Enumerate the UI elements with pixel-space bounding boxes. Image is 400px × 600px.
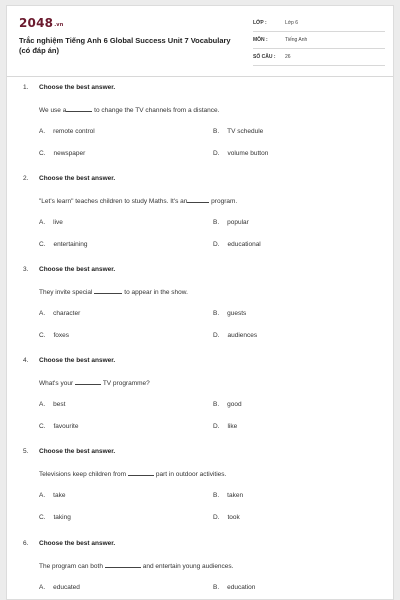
- option-letter: A.: [39, 401, 46, 408]
- option-text: foxes: [53, 332, 70, 339]
- meta-key: MÔN :: [253, 37, 268, 43]
- logo-domain-text: .vn: [54, 22, 64, 28]
- stem-after: TV programme?: [101, 380, 150, 387]
- option-b[interactable]: [213, 584, 255, 591]
- question-number: 4.: [23, 357, 29, 364]
- meta-row-subject: [253, 34, 385, 49]
- option-letter: D.: [213, 150, 220, 157]
- option-c[interactable]: [39, 423, 78, 430]
- question-stem: [39, 561, 233, 570]
- option-letter: C.: [39, 332, 46, 339]
- option-text: education: [227, 584, 256, 591]
- option-letter: C.: [39, 514, 46, 521]
- option-a[interactable]: [39, 219, 63, 226]
- option-c[interactable]: [39, 241, 87, 248]
- stem-before: They invite special: [39, 289, 93, 296]
- meta-key: LỚP :: [253, 20, 267, 26]
- question-stem: [39, 105, 219, 114]
- option-text: TV schedule: [227, 128, 264, 135]
- worksheet-page: [6, 5, 394, 600]
- question-stem: [39, 378, 150, 387]
- question-stem: [39, 287, 188, 296]
- option-d[interactable]: [213, 332, 257, 339]
- option-text: like: [227, 423, 238, 430]
- logo-main-text: 2048: [19, 16, 54, 30]
- option-letter: B.: [213, 128, 220, 135]
- option-text: live: [53, 219, 63, 226]
- option-letter: C.: [39, 150, 46, 157]
- stem-after: program.: [209, 198, 238, 205]
- option-c[interactable]: [39, 514, 71, 521]
- option-text: newspaper: [53, 150, 86, 157]
- worksheet-title: Trắc nghiệm Tiếng Anh 6 Global Success Unit 7 Vocabulary (có đáp án): [19, 36, 231, 55]
- option-c[interactable]: [39, 150, 85, 157]
- stem-after: to appear in the show.: [122, 289, 188, 296]
- option-a[interactable]: [39, 310, 80, 317]
- option-text: remote control: [53, 128, 95, 135]
- question-stem: [39, 196, 237, 205]
- question-prompt: Choose the best answer.: [39, 540, 116, 547]
- worksheet-header: [7, 6, 393, 70]
- question-prompt: Choose the best answer.: [39, 84, 116, 91]
- meta-row-class: [253, 17, 385, 32]
- option-letter: A.: [39, 584, 46, 591]
- option-b[interactable]: [213, 128, 263, 135]
- option-text: volume button: [227, 150, 269, 157]
- stem-before: We use a: [39, 107, 67, 114]
- option-letter: A.: [39, 128, 46, 135]
- question-number: 1.: [23, 84, 29, 91]
- option-letter: B.: [213, 584, 220, 591]
- answer-blank: [187, 196, 209, 203]
- option-text: taking: [53, 514, 71, 521]
- question-prompt: Choose the best answer.: [39, 175, 116, 182]
- option-a[interactable]: [39, 492, 65, 499]
- option-text: entertaining: [53, 241, 88, 248]
- meta-key: SỐ CÂU :: [253, 54, 276, 60]
- meta-row-question-count: [253, 51, 385, 66]
- stem-before: "Let's learn" teaches children to study Maths. It's an: [39, 198, 188, 205]
- stem-before: Televisions keep children from: [39, 471, 127, 478]
- option-text: favourite: [53, 423, 79, 430]
- option-letter: D.: [213, 423, 220, 430]
- option-b[interactable]: [213, 401, 242, 408]
- option-d[interactable]: [213, 514, 240, 521]
- option-text: best: [53, 401, 66, 408]
- option-d[interactable]: [213, 423, 237, 430]
- option-letter: B.: [213, 310, 220, 317]
- option-a[interactable]: [39, 128, 95, 135]
- option-b[interactable]: [213, 492, 243, 499]
- option-letter: A.: [39, 219, 46, 226]
- option-text: take: [53, 492, 66, 499]
- answer-blank: [75, 378, 101, 385]
- option-text: taken: [227, 492, 244, 499]
- option-a[interactable]: [39, 401, 65, 408]
- option-c[interactable]: [39, 332, 69, 339]
- stem-before: The program can both: [39, 563, 103, 570]
- question-prompt: Choose the best answer.: [39, 266, 116, 273]
- option-letter: B.: [213, 492, 220, 499]
- option-a[interactable]: [39, 584, 80, 591]
- option-text: good: [227, 401, 242, 408]
- question-stem: [39, 469, 226, 478]
- option-text: guests: [227, 310, 247, 317]
- stem-after: to change the TV channels from a distance.: [92, 107, 220, 114]
- option-letter: C.: [39, 423, 46, 430]
- option-d[interactable]: [213, 241, 261, 248]
- question-number: 6.: [23, 540, 29, 547]
- stem-before: What's your: [39, 380, 74, 387]
- option-text: popular: [227, 219, 249, 226]
- option-letter: C.: [39, 241, 46, 248]
- option-letter: B.: [213, 219, 220, 226]
- meta-value: Lớp 6: [285, 20, 299, 26]
- meta-value: 26: [285, 54, 291, 60]
- option-d[interactable]: [213, 150, 268, 157]
- site-logo[interactable]: [19, 16, 64, 30]
- question-number: 2.: [23, 175, 29, 182]
- option-letter: A.: [39, 310, 46, 317]
- option-b[interactable]: [213, 310, 246, 317]
- answer-blank: [94, 287, 122, 294]
- header-divider: [7, 76, 393, 77]
- option-b[interactable]: [213, 219, 249, 226]
- option-text: took: [227, 514, 240, 521]
- worksheet-meta: [253, 17, 385, 68]
- option-text: educational: [227, 241, 261, 248]
- option-letter: B.: [213, 401, 220, 408]
- option-text: audiences: [227, 332, 258, 339]
- question-number: 5.: [23, 448, 29, 455]
- option-text: character: [53, 310, 81, 317]
- meta-value: Tiếng Anh: [285, 37, 308, 43]
- option-letter: D.: [213, 241, 220, 248]
- option-letter: A.: [39, 492, 46, 499]
- option-letter: D.: [213, 332, 220, 339]
- stem-after: part in outdoor activities.: [154, 471, 227, 478]
- answer-blank: [105, 561, 141, 568]
- answer-blank: [66, 105, 92, 112]
- question-number: 3.: [23, 266, 29, 273]
- question-prompt: Choose the best answer.: [39, 448, 116, 455]
- question-prompt: Choose the best answer.: [39, 357, 116, 364]
- option-letter: D.: [213, 514, 220, 521]
- answer-blank: [128, 469, 154, 476]
- stem-after: and entertain young audiences.: [140, 563, 234, 570]
- option-text: educated: [53, 584, 80, 591]
